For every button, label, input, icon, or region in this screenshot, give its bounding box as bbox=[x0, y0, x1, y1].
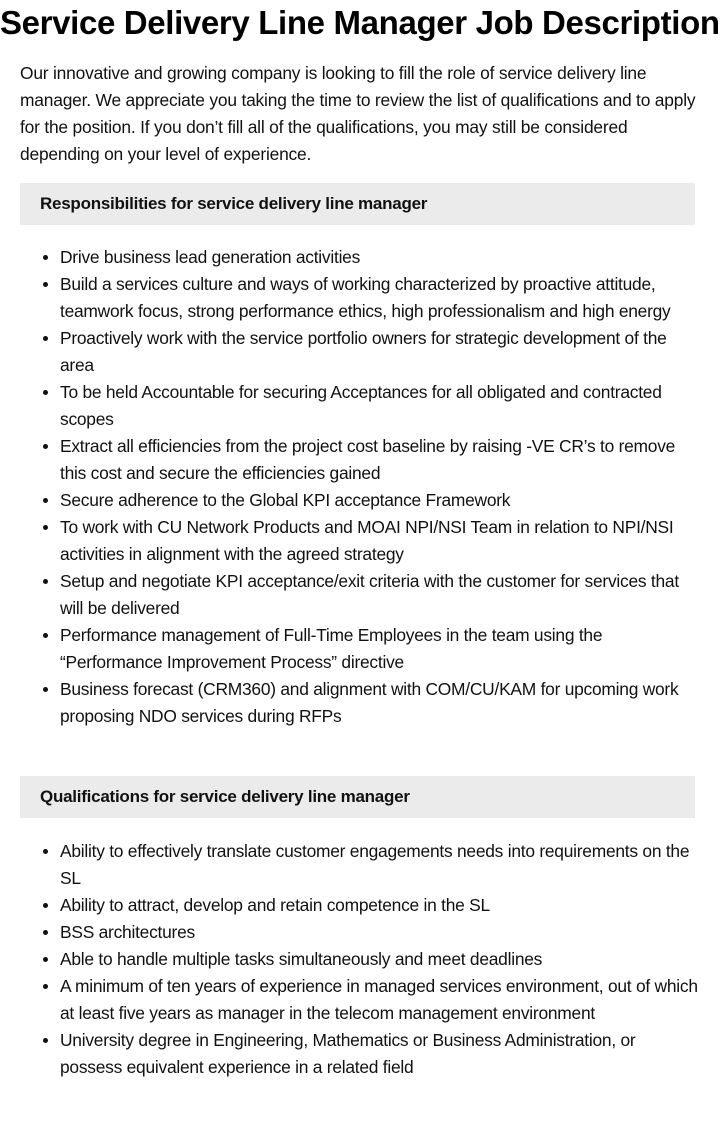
list-item-text: Proactively work with the service portfolio owners for strategic development of the area bbox=[60, 328, 667, 375]
list-item bbox=[60, 676, 700, 730]
list-item-text: Drive business lead generation activities bbox=[60, 247, 361, 267]
bullet-icon bbox=[43, 1038, 48, 1043]
list-item-text: Extract all efficiencies from the project cost baseline by raising -VE CR’s to remove this cost and secure the efficiencies gained bbox=[60, 436, 676, 483]
list-item bbox=[60, 919, 700, 946]
bullet-icon bbox=[43, 255, 48, 260]
qualifications-list bbox=[20, 838, 700, 1081]
page-title: Service Delivery Line Manager Job Description bbox=[0, 4, 720, 41]
list-item bbox=[60, 568, 700, 622]
list-item-text: Setup and negotiate KPI acceptance/exit criteria with the customer for services that will be delivered bbox=[60, 571, 679, 618]
responsibilities-list bbox=[20, 244, 700, 730]
bullet-icon bbox=[43, 579, 48, 584]
intro-paragraph: Our innovative and growing company is looking to fill the role of service delivery line manager. We appreciate you taking the time to review the list of qualifications and to apply for the position. If you don’t fill all of the qualifications, you may still be considered depending on your level of experience. bbox=[20, 63, 696, 164]
responsibilities-heading: Responsibilities for service delivery line manager bbox=[40, 194, 428, 213]
bullet-icon bbox=[43, 390, 48, 395]
list-item bbox=[60, 514, 700, 568]
bullet-icon bbox=[43, 282, 48, 287]
list-item bbox=[60, 325, 700, 379]
list-item-text: Ability to attract, develop and retain competence in the SL bbox=[60, 895, 490, 915]
list-item-text: To work with CU Network Products and MOAI NPI/NSI Team in relation to NPI/NSI activities in alignment with the agreed strategy bbox=[60, 517, 674, 564]
list-item-text: A minimum of ten years of experience in managed services environment, out of which at least five years as manager in the telecom management environment bbox=[60, 976, 698, 1023]
bullet-icon bbox=[43, 336, 48, 341]
list-item-text: BSS architectures bbox=[60, 922, 195, 942]
bullet-icon bbox=[43, 498, 48, 503]
list-item-text: University degree in Engineering, Mathematics or Business Administration, or possess equivalent experience in a related field bbox=[60, 1030, 636, 1077]
list-item bbox=[60, 487, 700, 514]
list-item bbox=[60, 622, 700, 676]
qualifications-section-header bbox=[20, 776, 695, 818]
list-item-text: Performance management of Full-Time Employees in the team using the “Performance Improvement Process” directive bbox=[60, 625, 603, 672]
bullet-icon bbox=[43, 525, 48, 530]
bullet-icon bbox=[43, 849, 48, 854]
list-item bbox=[60, 892, 700, 919]
list-item-text: Ability to effectively translate customer engagements needs into requirements on the SL bbox=[60, 841, 690, 888]
qualifications-heading: Qualifications for service delivery line manager bbox=[40, 787, 410, 806]
list-item bbox=[60, 973, 700, 1027]
list-item-text: Able to handle multiple tasks simultaneously and meet deadlines bbox=[60, 949, 543, 969]
list-item bbox=[60, 946, 700, 973]
list-item-text: Business forecast (CRM360) and alignment with COM/CU/KAM for upcoming work proposing NDO services during RFPs bbox=[60, 679, 679, 726]
bullet-icon bbox=[43, 957, 48, 962]
list-item bbox=[60, 838, 700, 892]
bullet-icon bbox=[43, 633, 48, 638]
list-item bbox=[60, 379, 700, 433]
bullet-icon bbox=[43, 444, 48, 449]
list-item-text: Secure adherence to the Global KPI acceptance Framework bbox=[60, 490, 511, 510]
bullet-icon bbox=[43, 930, 48, 935]
list-item bbox=[60, 271, 700, 325]
bullet-icon bbox=[43, 687, 48, 692]
list-item-text: Build a services culture and ways of working characterized by proactive attitude, teamwork focus, strong performance ethics, high professionalism and high energy bbox=[60, 274, 671, 321]
list-item bbox=[60, 433, 700, 487]
responsibilities-section-header bbox=[20, 183, 695, 225]
list-item bbox=[60, 244, 700, 271]
list-item bbox=[60, 1027, 700, 1081]
bullet-icon bbox=[43, 903, 48, 908]
bullet-icon bbox=[43, 984, 48, 989]
list-item-text: To be held Accountable for securing Acceptances for all obligated and contracted scopes bbox=[60, 382, 662, 429]
